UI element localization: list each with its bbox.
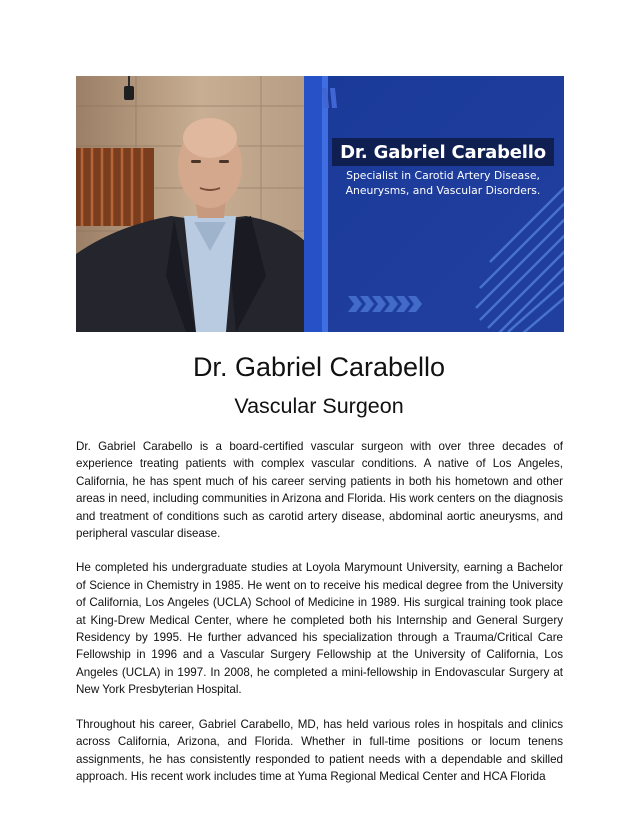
banner-panel — [304, 76, 564, 332]
banner-tagline-line-2: Aneurysms, and Vascular Disorders. — [345, 184, 541, 197]
banner-tagline — [330, 168, 556, 198]
hero-banner — [76, 76, 564, 332]
page-title: Dr. Gabriel Carabello — [192, 352, 446, 382]
banner-name-box — [332, 138, 554, 166]
banner-name: Dr. Gabriel Carabello — [340, 141, 546, 163]
banner-tagline-line-1: Specialist in Carotid Artery Disease, — [346, 169, 540, 182]
portrait-photo — [76, 76, 326, 332]
paragraph-intro: Dr. Gabriel Carabello is a board-certified vascular surgeon with over three decades of experience treating patients with complex vascular conditions. A native of Los Angeles, California, he has spent much of his career serving patients in both his hometown and other areas in need, including communities in Arizona and Florida. His work centers on the diagnosis and treatment of conditions such as carotid artery disease, abdominal aortic aneurysms, and peripheral vascular disease. — [76, 440, 563, 541]
paragraph-education: He completed his undergraduate studies at Loyola Marymount University, earning a Bachelor of Science in Chemistry in 1985. He went on to receive his medical degree from the University of California, Los Angeles (UCLA) School of Medicine in 1989. His surgical training took place at King-Drew Medical Center, where he completed both his Internship and General Surgery Residency by 1995. He further advanced his specialization through a Trauma/Critical Care Fellowship in 1996 and a Vascular Surgery Fellowship at the University of California, Los Angeles (UCLA) in 1997. In 2008, he completed a mini-fellowship in Endovascular Surgery at New York Presbyterian Hospital. — [76, 561, 563, 697]
hero-banner-graphic — [76, 76, 564, 332]
paragraph-career: Throughout his career, Gabriel Carabello, MD, has held various roles in hospitals and clinics across California, Arizona, and Florida. Whether in full-time positions or locum tenens assignments, he has consistently responded to patient needs with a dependable and skilled approach. His recent work includes time at Yuma Regional Medical Center and HCA Florida — [76, 717, 563, 783]
article-body — [76, 438, 563, 802]
page-subtitle: Vascular Surgeon — [234, 394, 404, 418]
